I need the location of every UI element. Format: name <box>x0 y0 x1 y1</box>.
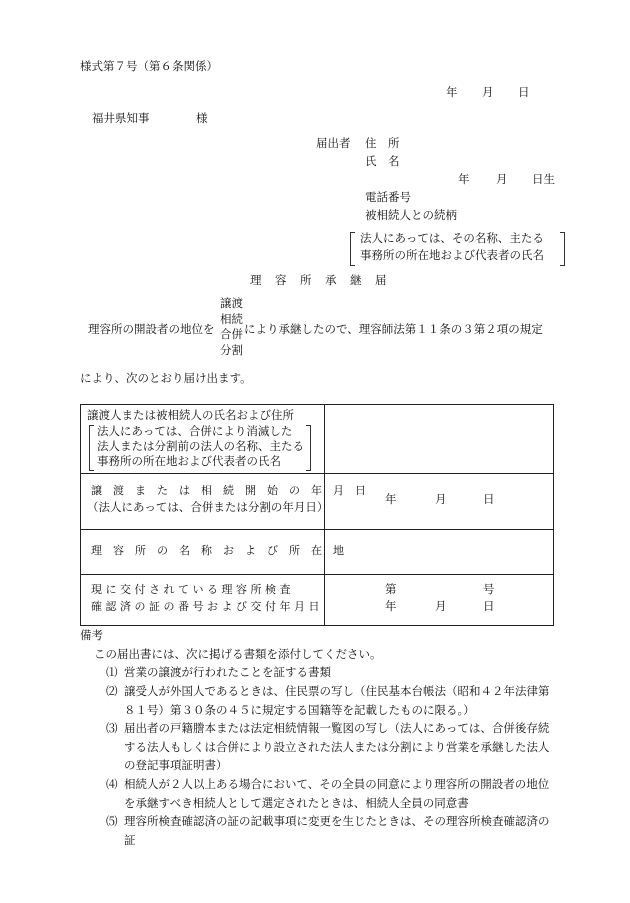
date-value-cell[interactable] <box>325 474 554 530</box>
note-number: ⑴ <box>106 665 118 680</box>
notes-list <box>80 663 560 849</box>
table-row-date <box>81 474 554 530</box>
option-merger: 合併 <box>220 327 243 341</box>
transferor-bracket-left <box>89 425 94 471</box>
certificate-year: 年 <box>385 599 397 613</box>
premises-label-cell <box>81 530 344 575</box>
addressee-name: 福井県知事 <box>92 111 150 125</box>
document-title: 理 容 所 承 継 届 <box>250 273 388 287</box>
note-number: ⑸ <box>106 814 118 829</box>
transferor-label: 譲渡人または被相続人の氏名および住所 <box>87 408 294 422</box>
premises-label: 理 容 所 の 名 称 お よ び 所 在 地 <box>91 544 344 557</box>
note-number: ⑶ <box>106 721 118 736</box>
birth-day: 日生 <box>532 172 555 186</box>
transfer-day: 日 <box>483 492 495 506</box>
relation-label: 被相続人との続柄 <box>365 208 457 222</box>
body-prefix: 理容所の開設者の地位を <box>88 322 215 336</box>
date-label: 譲 渡 ま た は 相 続 開 始 の 年 月 日 <box>91 484 366 497</box>
applicant-label: 届出者 <box>316 136 351 150</box>
note-text: 相続人が２人以上ある場合において、その全員の同意により理容所の開設者の地位を承継すべき相続人として選定されたときは、相続人全員の同意書 <box>124 777 550 810</box>
date-note: （法人にあっては、合併または分割の年月日） <box>87 500 329 514</box>
certificate-label-cell <box>81 575 325 626</box>
premises-value-cell[interactable] <box>325 530 554 575</box>
phone-label: 電話番号 <box>365 190 411 204</box>
certificate-no-suffix: 号 <box>483 582 495 596</box>
corp-note-line2: 事務所の所在地および代表者の氏名 <box>360 248 544 262</box>
certificate-value-cell[interactable] <box>325 575 554 626</box>
transfer-year: 年 <box>385 492 397 506</box>
list-item <box>106 719 560 775</box>
table-row-certificate <box>81 575 554 626</box>
note-text: 理容所検査確認済の証の記載事項に変更を生じたときは、その理容所検査確認済の証 <box>124 814 550 847</box>
certificate-label-line1: 現 に 交 付 さ れ て い る 理 容 所 検 査 <box>91 583 291 596</box>
transferor-label-cell <box>81 405 325 474</box>
note-number: ⑵ <box>106 683 118 698</box>
table-row-transferor <box>81 405 554 474</box>
addressee-honorific: 様 <box>196 111 208 125</box>
date-month: 月 <box>482 85 494 99</box>
option-inheritance: 相続 <box>220 311 243 326</box>
body-line2: により、次のとおり届け出ます。 <box>80 371 252 385</box>
name-label: 氏 名 <box>365 154 400 168</box>
certificate-month: 月 <box>435 599 447 613</box>
certificate-day: 日 <box>483 599 495 613</box>
list-item <box>106 682 560 719</box>
notes-intro: この届出書には、次に掲げる書類を添付してください。 <box>94 646 382 661</box>
succession-table <box>80 404 554 626</box>
transferor-note-line1: 法人にあっては、合併により消滅した <box>97 424 293 438</box>
option-division: 分割 <box>220 342 243 357</box>
corp-note-bracket-left <box>350 232 355 266</box>
date-year: 年 <box>446 85 458 99</box>
birth-year: 年 <box>458 172 470 186</box>
transferor-bracket-right <box>306 425 311 471</box>
body-suffix: により承継したので、理容師法第１１条の３第２項の規定 <box>244 322 543 336</box>
date-label-cell <box>81 474 366 530</box>
certificate-no-prefix: 第 <box>385 582 397 596</box>
option-transfer: 譲渡 <box>220 296 243 310</box>
birth-month: 月 <box>496 172 508 186</box>
transferor-note-line3: 事務所の所在地および代表者の氏名 <box>97 454 281 468</box>
table-row-premises <box>81 530 554 575</box>
list-item <box>106 775 560 812</box>
form-number: 様式第７号（第６条関係） <box>80 59 218 73</box>
list-item <box>106 663 560 682</box>
note-text: 営業の譲渡が行われたことを証する書類 <box>124 665 331 680</box>
note-text: 届出者の戸籍謄本または法定相続情報一覧図の写し（法人にあっては、合併後存続する法人もしくは合併により設立された法人または分割により営業を承継した法人の登記事項証明書） <box>124 721 550 773</box>
address-label: 住 所 <box>365 136 400 150</box>
notes-section <box>80 626 560 850</box>
transferor-value-cell[interactable] <box>325 405 554 474</box>
certificate-label-line2: 確 認 済 の 証 の 番 号 お よ び 交 付 年 月 日 <box>91 600 320 613</box>
date-day: 日 <box>518 85 530 99</box>
notes-heading: 備考 <box>80 628 103 642</box>
transferor-note-line2: 法人または分割前の法人の名称、主たる <box>97 439 304 453</box>
transfer-month: 月 <box>435 492 447 506</box>
corp-note-bracket-right <box>560 232 565 266</box>
note-text: 譲受人が外国人であるときは、住民票の写し（住民基本台帳法（昭和４２年法律第８１号）第３０条の４５に規定する国籍等を記載したものに限る。） <box>124 683 550 717</box>
note-number: ⑷ <box>106 777 118 791</box>
list-item <box>106 812 560 849</box>
corp-note-line1: 法人にあっては、その名称、主たる <box>360 231 544 245</box>
succession-options <box>220 296 244 358</box>
